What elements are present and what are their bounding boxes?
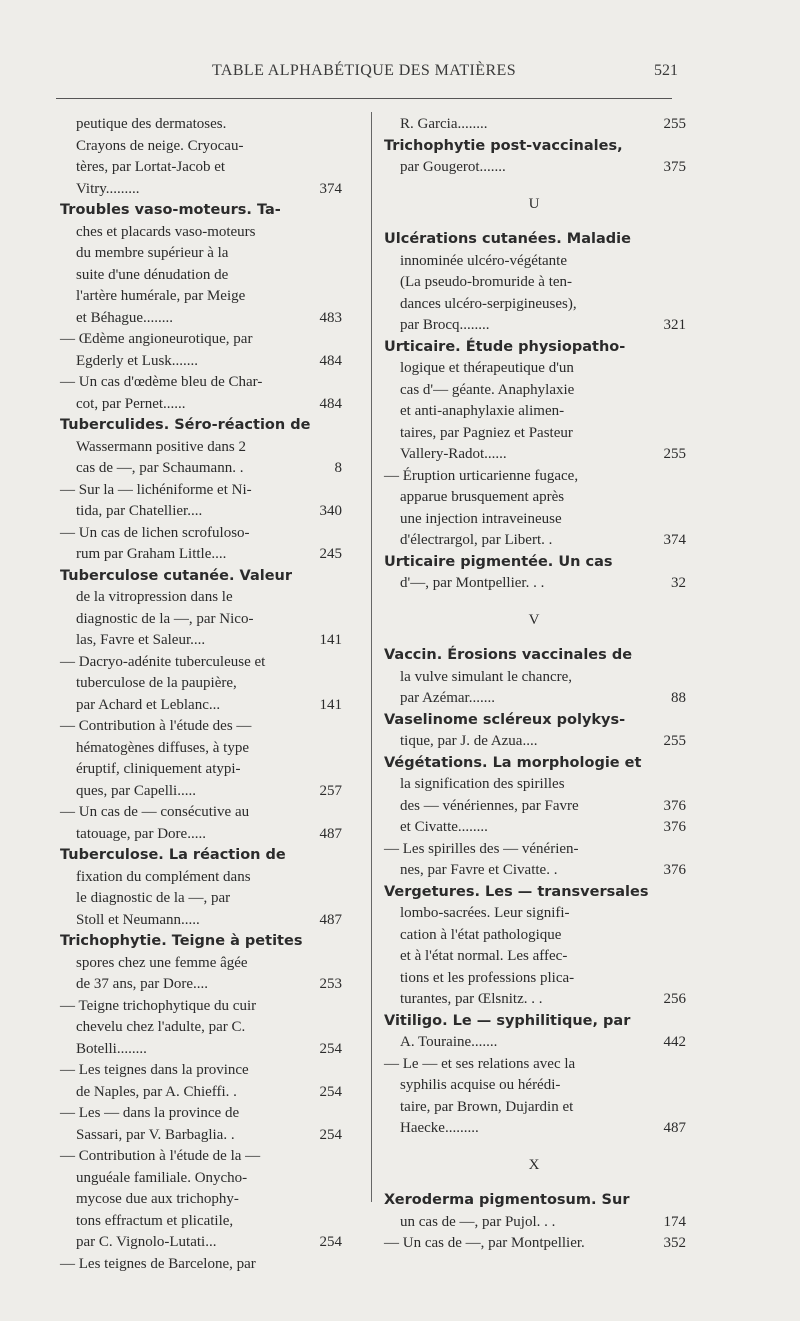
entry-text: hématogènes diffuses, à type <box>76 739 250 756</box>
right-column <box>384 114 684 1255</box>
entry-text: Trichophytie post-vaccinales, <box>384 137 623 154</box>
index-heading-line <box>60 931 340 953</box>
entry-text: (La pseudo-bromuride à ten- <box>400 274 573 290</box>
entry-page-number: 255 <box>663 733 686 749</box>
entry-text: Trichophytie. Teigne à petites <box>60 933 303 949</box>
entry-page-number: 376 <box>663 797 686 814</box>
entry-text: tuberculose de la paupière, <box>76 675 237 691</box>
entry-text: rum par Graham Little.... <box>76 546 227 562</box>
entry-page-number: 487 <box>663 1120 686 1136</box>
entry-text: par Brocq........ <box>400 317 490 333</box>
index-entry-line <box>384 946 684 968</box>
entry-text: un cas de —, par Pujol. . . <box>400 1213 556 1230</box>
index-entry-line <box>60 1017 340 1039</box>
index-entry-line <box>384 1032 684 1054</box>
page-number: 521 <box>654 62 678 79</box>
entry-text: par C. Vignolo-Lutati... <box>76 1234 217 1250</box>
entry-text: et à l'état normal. Les affec- <box>400 948 568 964</box>
index-entry-line <box>384 251 684 273</box>
index-entry-line <box>384 860 684 882</box>
entry-text: cas de —, par Schaumann. . <box>76 460 244 476</box>
index-entry-line <box>60 286 340 308</box>
entry-text: ches et placards vaso-moteurs <box>76 223 256 240</box>
index-entry-line <box>384 509 684 531</box>
index-entry-line <box>60 716 340 738</box>
entry-page-number: 255 <box>663 116 686 132</box>
entry-text: une injection intraveineuse <box>400 510 562 527</box>
index-entry-line <box>60 308 340 330</box>
entry-text: Xeroderma pigmentosum. Sur <box>384 1192 630 1208</box>
entry-text: — Les teignes dans la province <box>60 1062 249 1078</box>
entry-page-number: 254 <box>319 1083 342 1100</box>
index-entry-line <box>384 487 684 509</box>
entry-text: Vaccin. Érosions vaccinales de <box>384 647 633 663</box>
entry-page-number: 375 <box>663 159 686 175</box>
index-entry-line <box>60 1039 340 1061</box>
entry-text: — Sur la — lichéniforme et Ni- <box>60 481 252 498</box>
index-entry-line <box>60 1103 340 1125</box>
index-heading-line <box>60 845 340 867</box>
column-divider <box>371 112 372 1202</box>
index-entry-line <box>384 817 684 839</box>
entry-text: spores chez une femme âgée <box>76 954 248 971</box>
entry-text: cot, par Pernet...... <box>76 395 186 412</box>
entry-text: cation à l'état pathologique <box>400 926 562 943</box>
entry-text: la signification des spirilles <box>400 776 565 792</box>
index-entry-line <box>384 573 684 595</box>
index-entry-line <box>60 394 340 416</box>
entry-text: et anti-anaphylaxie alimen- <box>400 403 565 419</box>
index-entry-line <box>60 759 340 781</box>
index-entry-line <box>384 444 684 466</box>
index-entry-line <box>384 294 684 316</box>
entry-page-number: 255 <box>663 446 686 462</box>
entry-text: par Azémar....... <box>400 690 495 706</box>
entry-page-number: 487 <box>319 911 342 928</box>
entry-text: Vitiligo. Le — syphilitique, par <box>384 1012 631 1029</box>
entry-text: de la vitropression dans le <box>76 589 233 605</box>
entry-text: — Contribution à l'étude des — <box>60 718 252 734</box>
index-entry-line <box>60 265 340 287</box>
entry-text: taire, par Brown, Dujardin et <box>400 1098 574 1115</box>
index-entry-line <box>60 630 340 652</box>
index-entry-line <box>60 222 340 244</box>
index-entry-line <box>60 867 340 889</box>
entry-text: et Béhague........ <box>76 309 174 326</box>
entry-page-number: 254 <box>319 1234 342 1250</box>
index-entry-line <box>60 824 340 846</box>
entry-text: — Éruption urticarienne fugace, <box>384 467 579 484</box>
entry-page-number: 483 <box>319 309 342 326</box>
entry-text: — Œdème angioneurotique, par <box>60 331 253 347</box>
entry-text: lombo-sacrées. Leur signifi- <box>400 905 570 921</box>
index-entry-line <box>384 774 684 796</box>
entry-page-number: 374 <box>663 532 686 548</box>
entry-text: le diagnostic de la —, par <box>76 890 231 906</box>
index-entry-line <box>60 136 340 158</box>
entry-page-number: 88 <box>671 690 686 706</box>
entry-text: turantes, par Œlsnitz. . . <box>400 991 543 1007</box>
entry-text: tique, par J. de Azua.... <box>400 733 538 749</box>
entry-text: d'électrargol, par Libert. . <box>400 532 553 548</box>
section-letter: X <box>528 1156 540 1173</box>
entry-page-number: 442 <box>663 1034 686 1050</box>
index-entry-line <box>60 523 340 545</box>
index-entry-line <box>384 272 684 294</box>
index-entry-line <box>384 968 684 990</box>
index-entry-line <box>60 1060 340 1082</box>
entry-text: — Le — et ses relations avec la <box>384 1055 576 1072</box>
index-entry-line <box>384 688 684 710</box>
index-entry-line <box>384 315 684 337</box>
index-entry-line <box>384 401 684 423</box>
index-entry-line <box>60 1189 340 1211</box>
entry-page-number: 256 <box>663 991 686 1007</box>
entry-text: suite d'une dénudation de <box>76 266 229 283</box>
entry-text: A. Touraine....... <box>400 1034 498 1050</box>
entry-text: las, Favre et Saleur.... <box>76 632 206 648</box>
entry-text: la vulve simulant le chancre, <box>400 668 573 685</box>
entry-text: Crayons de neige. Cryocau- <box>76 137 244 154</box>
entry-text: Tuberculose. La réaction de <box>60 847 286 863</box>
entry-page-number: 254 <box>319 1040 342 1057</box>
running-title: TABLE ALPHABÉTIQUE DES MATIÈRES <box>212 62 517 79</box>
entry-text: peutique des dermatoses. <box>76 116 227 132</box>
entry-text: — Un cas de —, par Montpellier. <box>384 1235 585 1251</box>
entry-text: — Dacryo-adénite tuberculeuse et <box>60 653 266 670</box>
entry-page-number: 484 <box>319 395 342 412</box>
index-entry-line <box>60 1168 340 1190</box>
index-entry-line <box>384 157 684 179</box>
index-entry-line <box>60 1211 340 1233</box>
entry-text: — Un cas de lichen scrofuloso- <box>60 524 250 541</box>
index-entry-line <box>60 179 340 201</box>
entry-text: Stoll et Neumann..... <box>76 911 200 928</box>
index-entry-line <box>60 781 340 803</box>
entry-page-number: 32 <box>671 575 686 591</box>
entry-page-number: 376 <box>663 862 686 878</box>
index-entry-line <box>384 989 684 1011</box>
index-entry-line <box>384 1233 684 1255</box>
entry-page-number: 484 <box>319 352 342 369</box>
index-entry-line <box>60 587 340 609</box>
index-heading-line <box>384 136 684 158</box>
index-entry-line <box>384 1054 684 1076</box>
entry-text: de Naples, par A. Chieffi. . <box>76 1083 237 1100</box>
index-entry-line <box>60 1082 340 1104</box>
index-heading-line <box>384 882 684 904</box>
index-entry-line <box>384 925 684 947</box>
section-letter: U <box>528 195 540 212</box>
index-heading-line <box>384 710 684 732</box>
index-heading-line <box>60 566 340 588</box>
entry-page-number: 8 <box>334 460 342 476</box>
index-entry-line <box>60 372 340 394</box>
index-heading-line <box>384 552 684 574</box>
entry-text: Tuberculose cutanée. Valeur <box>60 567 293 584</box>
entry-text: du membre supérieur à la <box>76 245 229 261</box>
header-rule <box>56 98 672 99</box>
entry-text: par Achard et Leblanc... <box>76 696 221 713</box>
index-heading-line <box>384 229 684 251</box>
entry-text: Vitry......... <box>76 180 140 197</box>
index-entry-line <box>384 796 684 818</box>
entry-text: Urticaire. Étude physiopatho- <box>384 338 626 355</box>
entry-text: cas d'— géante. Anaphylaxie <box>400 381 575 398</box>
entry-text: tons effractum et plicatile, <box>76 1212 234 1229</box>
index-entry-line <box>384 1212 684 1234</box>
entry-text: unguéale familiale. Onycho- <box>76 1169 248 1186</box>
entry-page-number: 174 <box>663 1213 686 1230</box>
entry-text: nes, par Favre et Civatte. . <box>400 862 558 878</box>
entry-text: syphilis acquise ou hérédi- <box>400 1077 561 1093</box>
index-entry-line <box>60 1254 340 1276</box>
index-heading-line <box>384 1011 684 1033</box>
entry-text: fixation du complément dans <box>76 868 251 885</box>
entry-text: — Les spirilles des — vénérien- <box>384 840 579 857</box>
index-entry-line <box>60 609 340 631</box>
index-entry-line <box>60 1232 340 1254</box>
entry-page-number: 253 <box>319 976 342 992</box>
index-entry-line <box>60 501 340 523</box>
entry-text: l'artère humérale, par Meige <box>76 288 246 304</box>
entry-text: — Contribution à l'étude de la — <box>60 1148 261 1164</box>
index-entry-line <box>60 738 340 760</box>
entry-text: tida, par Chatellier.... <box>76 503 203 519</box>
entry-text: tatouage, par Dore..... <box>76 825 206 842</box>
entry-text: ques, par Capelli..... <box>76 782 196 799</box>
entry-text: taires, par Pagniez et Pasteur <box>400 424 573 441</box>
entry-text: Végétations. La morphologie et <box>384 754 642 771</box>
index-heading-line <box>384 1190 684 1212</box>
index-entry-line <box>60 888 340 910</box>
index-entry-line <box>384 530 684 552</box>
entry-text: Vallery-Radot...... <box>400 446 507 462</box>
entry-page-number: 487 <box>319 825 342 842</box>
entry-text: éruptif, cliniquement atypi- <box>76 761 241 777</box>
entry-text: mycose due aux trichophy- <box>76 1191 239 1207</box>
index-entry-line <box>384 114 684 136</box>
index-heading-line <box>384 753 684 775</box>
index-entry-line <box>384 1118 684 1140</box>
index-entry-line <box>384 358 684 380</box>
entry-text: — Les teignes de Barcelone, par <box>60 1255 256 1272</box>
entry-text: innominée ulcéro-végétante <box>400 252 568 269</box>
index-heading-line <box>384 645 684 667</box>
entry-text: chevelu chez l'adulte, par C. <box>76 1019 246 1035</box>
entry-text: tères, par Lortat-Jacob et <box>76 159 226 175</box>
entry-text: Egderly et Lusk....... <box>76 352 199 369</box>
entry-text: diagnostic de la —, par Nico- <box>76 610 254 627</box>
index-entry-line <box>384 731 684 753</box>
entry-text: Vergetures. Les — transversales <box>384 883 649 900</box>
index-heading-line <box>60 200 340 222</box>
entry-page-number: 141 <box>319 696 342 713</box>
index-entry-line <box>384 423 684 445</box>
entry-page-number: 374 <box>319 180 342 197</box>
index-entry-line <box>384 380 684 402</box>
index-entry-line <box>60 544 340 566</box>
entry-page-number: 340 <box>319 503 342 519</box>
index-entry-line <box>384 667 684 689</box>
entry-text: logique et thérapeutique d'un <box>400 360 574 376</box>
index-entry-line <box>60 802 340 824</box>
entry-page-number: 376 <box>663 819 686 835</box>
index-entry-line <box>384 1075 684 1097</box>
index-entry-line <box>60 458 340 480</box>
index-entry-line <box>384 1097 684 1119</box>
index-entry-line <box>60 480 340 502</box>
entry-text: Botelli........ <box>76 1040 147 1057</box>
index-entry-line <box>60 351 340 373</box>
index-entry-line <box>60 329 340 351</box>
index-entry-line <box>60 652 340 674</box>
entry-text: Sassari, par V. Barbaglia. . <box>76 1126 235 1143</box>
index-entry-line <box>60 114 340 136</box>
section-letter: V <box>528 611 540 628</box>
entry-text: — Teigne trichophytique du cuir <box>60 997 257 1014</box>
index-entry-line <box>384 466 684 488</box>
index-entry-line <box>60 157 340 179</box>
entry-page-number: 257 <box>319 782 342 799</box>
entry-text: Haecke......... <box>400 1120 479 1136</box>
entry-text: de 37 ans, par Dore.... <box>76 976 209 992</box>
entry-text: — Un cas d'œdème bleu de Char- <box>60 374 263 390</box>
entry-page-number: 141 <box>319 632 342 648</box>
entry-text: d'—, par Montpellier. . . <box>400 575 545 591</box>
index-entry-line <box>60 437 340 459</box>
entry-text: Vaselinome scléreux polykys- <box>384 711 626 728</box>
entry-text: Wassermann positive dans 2 <box>76 438 247 455</box>
index-entry-line <box>60 910 340 932</box>
entry-text: et Civatte........ <box>400 819 488 835</box>
page-header <box>0 0 800 100</box>
index-entry-line <box>60 1146 340 1168</box>
index-entry-line <box>384 839 684 861</box>
entry-text: Tuberculides. Séro-réaction de <box>60 417 311 433</box>
entry-page-number: 321 <box>663 317 686 333</box>
index-entry-line <box>60 673 340 695</box>
entry-text: par Gougerot....... <box>400 159 506 175</box>
index-entry-line <box>60 996 340 1018</box>
index-entry-line <box>60 974 340 996</box>
index-entry-line <box>60 953 340 975</box>
index-heading-line <box>384 337 684 359</box>
entry-page-number: 352 <box>663 1235 686 1251</box>
entry-page-number: 254 <box>319 1126 342 1143</box>
entry-text: — Les — dans la province de <box>60 1105 240 1121</box>
entry-text: Ulcérations cutanées. Maladie <box>384 231 631 247</box>
left-column <box>60 114 340 1275</box>
entry-text: des — vénériennes, par Favre <box>400 797 579 814</box>
entry-text: — Un cas de — consécutive au <box>60 804 250 820</box>
entry-text: apparue brusquement après <box>400 489 565 505</box>
index-entry-line <box>384 903 684 925</box>
entry-text: tions et les professions plica- <box>400 969 575 986</box>
entry-text: Troubles vaso-moteurs. Ta- <box>60 202 281 218</box>
index-heading-line <box>60 415 340 437</box>
entry-page-number: 245 <box>319 546 342 562</box>
entry-text: dances ulcéro-serpigineuses), <box>400 295 577 312</box>
index-entry-line <box>60 695 340 717</box>
entry-text: R. Garcia........ <box>400 116 488 132</box>
entry-text: Urticaire pigmentée. Un cas <box>384 553 613 570</box>
index-entry-line <box>60 1125 340 1147</box>
index-entry-line <box>60 243 340 265</box>
